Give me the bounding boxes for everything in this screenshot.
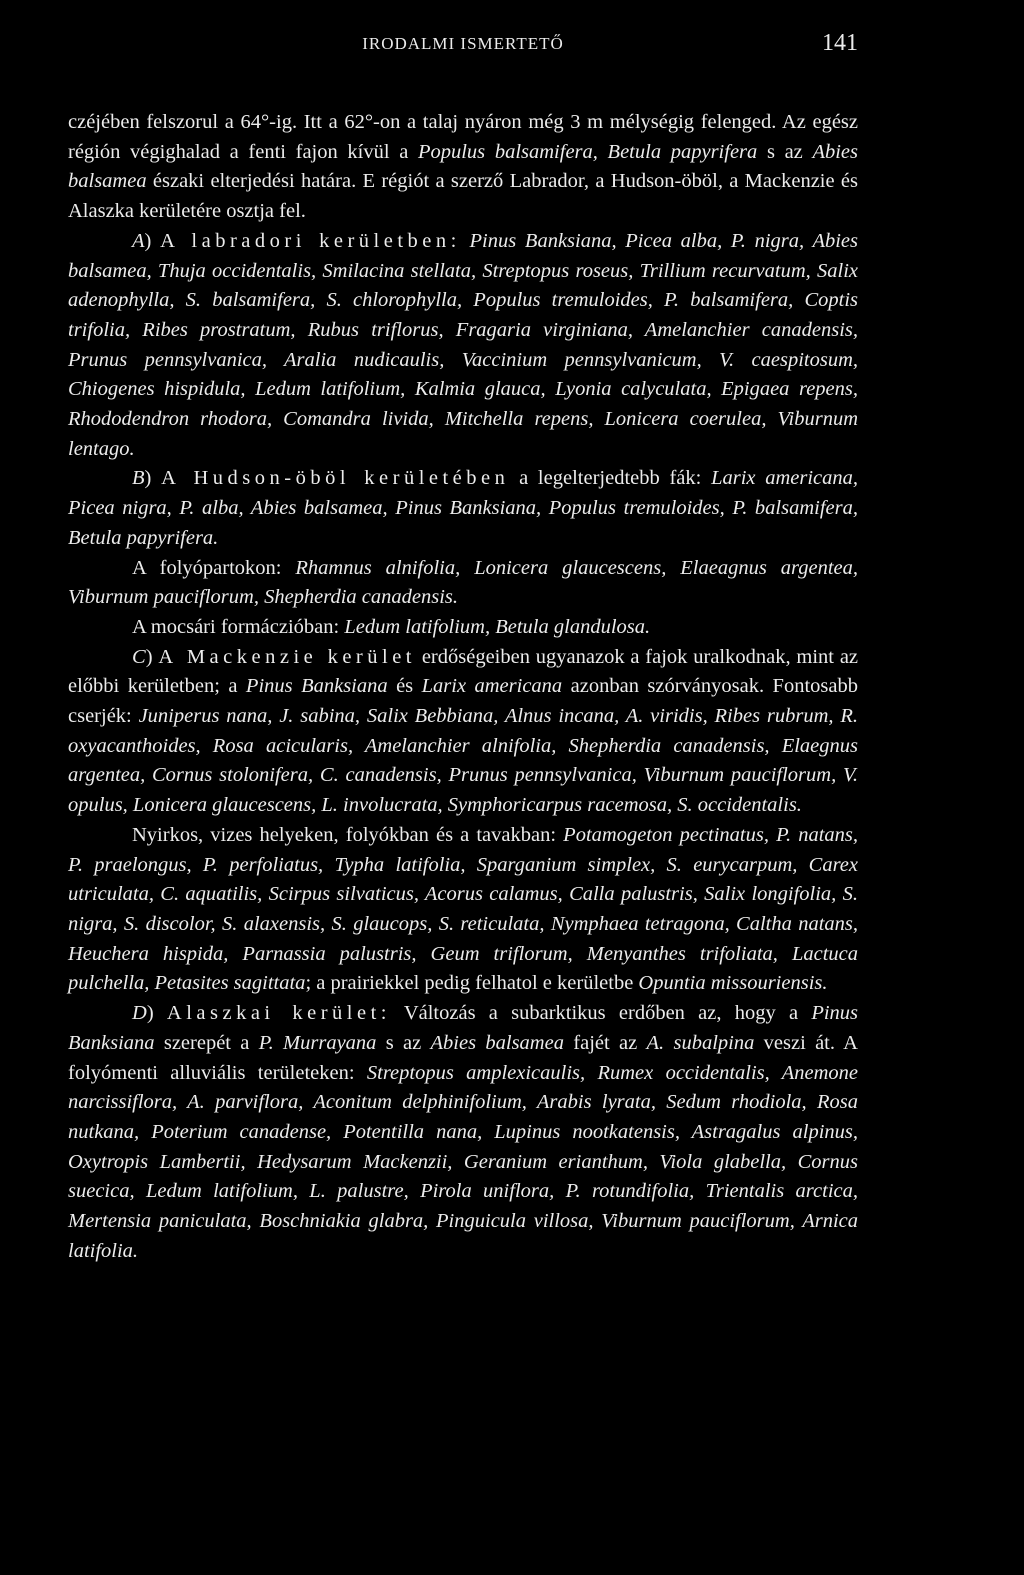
text-run: azonban szórványosak. Fontosabb cserjék: (68, 675, 858, 728)
species-name: Potamogeton pectinatus, P. natans, P. praelongus, P. perfoliatus, Typha latifolia, Sparganium simplex, S. eurycarpum, Carex utriculata, C. aquatilis, Scirpus silvaticus, Acorus calamus, Calla palustris, Salix longifolia, S. nigra, S. discolor, S. alaxensis, S. glaucops, S. reticulata, Nymphaea tetragona, Caltha natans, Heuchera hispida, Parnassia palustris, Geum triflorum, Menyanthes trifoliata, Lactuca pulchella, Petasites sagittata (68, 823, 859, 995)
paragraph (68, 821, 858, 999)
paragraph (68, 999, 858, 1266)
article-body (68, 108, 858, 1266)
running-title: IRODALMI ISMERTETŐ (362, 34, 564, 53)
species-name: A (132, 229, 145, 252)
text-run: ) (144, 467, 162, 490)
species-name: Larix americana, Picea nigra, P. alba, Abies balsamea, Pinus Banksiana, Populus tremuloides, P. balsamifera, Betula papyrifera. (68, 467, 859, 549)
species-name: D (132, 1002, 147, 1025)
text-run: Nyirkos, vizes helyeken, folyókban és a tavakban: (132, 823, 564, 846)
species-name: Populus balsamifera, Betula papyrifera (417, 140, 758, 163)
text-run: és (387, 675, 422, 698)
text-run: ) (145, 645, 159, 668)
species-name: Larix americana (421, 675, 563, 698)
text-run: ) (144, 229, 161, 252)
text-run: czéjében felszorul a 64°-ig. Itt a 62°-on a talaj nyáron még 3 m mélységig felenged. Az egész régión végighalad a fenti fajon kívül a (68, 111, 858, 163)
species-name: A. subalpina (646, 1031, 755, 1054)
text-run: északi elterjedési határa. E régiót a szerző Labrador, a Hudson-öböl, a Mackenzie és Alaszka kerületére osztja fel. (68, 170, 858, 223)
species-name: Ledum latifolium, Betula glandulosa. (344, 615, 651, 638)
paragraph (68, 227, 858, 465)
paragraph (68, 554, 858, 613)
text-run: s az (376, 1031, 431, 1054)
page-header (68, 30, 858, 64)
section-heading: A labradori kerületben: (160, 229, 461, 252)
text-run: veszi át. A folyómenti alluviális területeken: (68, 1031, 858, 1084)
text-run: erdőségeiben ugyanazok a fajok uralkodnak, mint az előbbi kerületben; a (68, 645, 859, 698)
species-name: Juniperus nana, J. sabina, Salix Bebbiana, Alnus incana, A. viridis, Ribes rubrum, R. oxyacanthoides, Rosa acicularis, Amelanchier alnifolia, Shepherdia canadensis, Elaegnus argentea, Cornus stolonifera, C. canadensis, Prunus pennsylvanica, Viburnum pauciflorum, V. opulus, Lonicera glaucescens, L. involucrata, Symphoricarpus racemosa, S. occidentalis. (68, 705, 858, 817)
species-name: P. Murrayana (258, 1031, 377, 1054)
section-heading: Alaszkai kerület: (166, 1002, 391, 1025)
species-name: Opuntia missouriensis. (638, 972, 828, 995)
text-run: ; a prairiekkel pedig felhatol e kerületbe (305, 972, 639, 995)
text-run (461, 230, 470, 252)
species-name: C (132, 645, 146, 668)
paragraph (68, 108, 858, 227)
species-name: Streptopus amplexicaulis, Rumex occidentalis, Anemone narcissiflora, A. parviflora, Aconitum delphinifolium, Arabis lyrata, Sedum rhodiola, Rosa nutkana, Poterium canadense, Potentilla nana, Lupinus nootkatensis, Astragalus alpinus, Oxytropis Lambertii, Hedysarum Mackenzii, Geranium erianthum, Viola glabella, Cornus suecica, Ledum latifolium, L. palustre, Pirola uniflora, P. rotundifolia, Trientalis arctica, Mertensia paniculata, Boschniakia glabra, Pinguicula villosa, Viburnum pauciflorum, Arnica latifolia. (68, 1061, 858, 1262)
species-name: Rhamnus alnifolia, Lonicera glaucescens, Elaeagnus argentea, Viburnum pauciflorum, Shepherdia canadensis. (68, 556, 858, 609)
species-name: B (132, 467, 145, 490)
text-run: A mocsári formáczióban: (132, 615, 345, 638)
text-run: A folyópartokon: (132, 556, 296, 579)
page-number: 141 (822, 30, 858, 56)
section-heading: A Mackenzie kerület (158, 645, 416, 668)
text-run: szerepét a (154, 1031, 259, 1054)
species-name: Pinus Banksiana (68, 1002, 859, 1054)
paragraph (68, 464, 858, 553)
species-name: Pinus Banksiana (245, 675, 388, 698)
paragraph (68, 643, 858, 821)
text-run: ) (146, 1002, 167, 1025)
species-name: Abies balsamea (430, 1031, 564, 1054)
paragraph (68, 613, 858, 643)
section-heading: A Hudson-öböl kerületében (161, 467, 510, 490)
text-run: fajét az (563, 1031, 647, 1054)
species-name: Abies balsamea (68, 140, 858, 193)
text-run: Változás a subarktikus erdőben az, hogy a (390, 1002, 812, 1025)
text-run: s az (757, 140, 813, 163)
species-name: Pinus Banksiana, Picea alba, P. nigra, Abies balsamea, Thuja occidentalis, Smilacina stellata, Streptopus roseus, Trillium recurvatum, Salix adenophylla, S. balsamifera, S. chlorophylla, Populus tremuloides, P. balsamifera, Coptis trifolia, Ribes prostratum, Rubus triflorus, Fragaria virginiana, Amelanchier canadensis, Prunus pennsylvanica, Aralia nudicaulis, Vaccinium pennsylvanicum, V. caespitosum, Chiogenes hispidula, Ledum latifolium, Kalmia glauca, Lyonia calyculata, Epigaea repens, Rhododendron rhodora, Comandra livida, Mitchella repens, Lonicera coerulea, Viburnum lentago. (68, 229, 859, 460)
text-run: a legelterjedtebb fák: (509, 467, 712, 490)
